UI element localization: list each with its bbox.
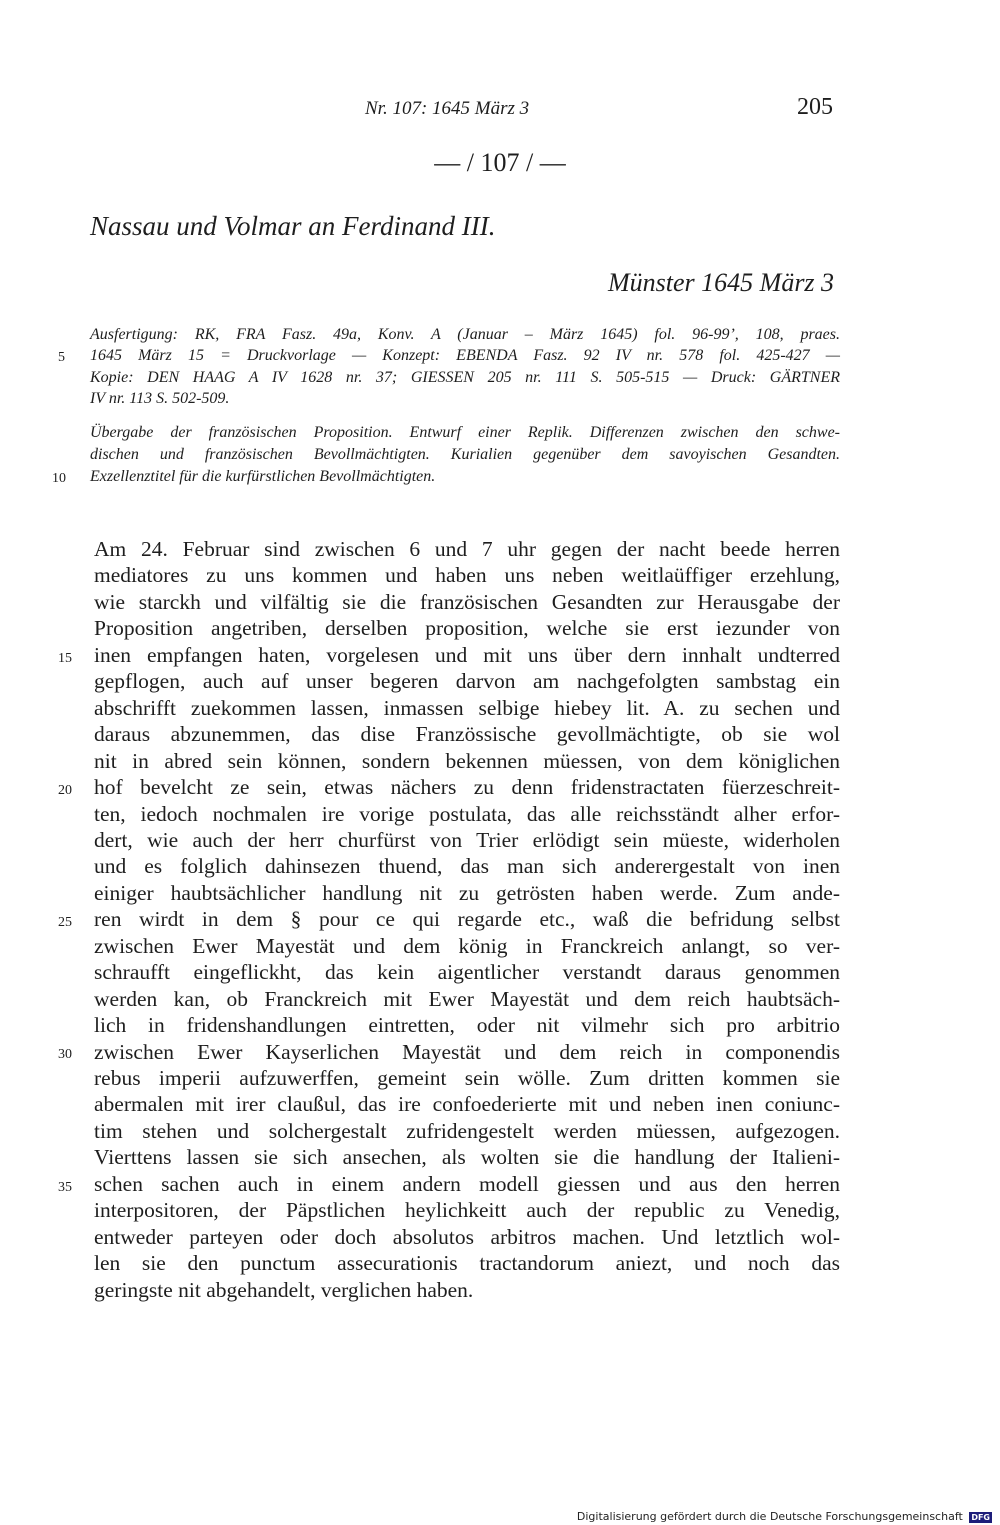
regest-line: Übergabe der französischen Proposition. Entwurf einer Replik. Differenzen zwischen den schwe- <box>90 424 840 441</box>
body-line: gepflogen, auch auf unser begeren darvon am nachgefolgten sambstag ein <box>94 669 840 694</box>
place-date: Münster 1645 März 3 <box>608 268 835 297</box>
funding-note <box>577 1510 992 1523</box>
dfg-logo: DFG <box>971 1512 990 1522</box>
body-line: mediatores zu uns kommen und haben uns neben weitlaüffiger erzehlung, <box>94 563 840 588</box>
body-line: len sie den punctum assecurationis tractandorum aniezt, und noch das <box>94 1251 840 1276</box>
body-line: lich in fridenshandlungen eintretten, oder nit vilmehr sich pro arbitrio <box>94 1013 840 1038</box>
body-line: nit in abred sein können, sondern bekennen müessen, von dem königlichen <box>94 748 840 773</box>
body-line: Proposition angetriben, derselben proposition, welche sie erst iezunder von <box>94 616 840 641</box>
body-line: ten, iedoch nochmalen ire vorige postulata, das alle reichsständt alher erfor- <box>94 801 840 826</box>
line-number: 35 <box>58 1180 72 1195</box>
body-line: interpositoren, der Päpstlichen heylichkeitt auch der republic zu Venedig, <box>94 1198 840 1223</box>
line-number: 20 <box>58 783 72 798</box>
body-line: werden kan, ob Franckreich mit Ewer Mayestät und dem reich haubtsäch- <box>94 986 840 1011</box>
page-number: 205 <box>797 94 833 120</box>
body-line: einiger haubtsächlicher handlung nit zu getrösten haben werde. Zum ande- <box>94 880 840 905</box>
body-line: daraus abzunemmen, das dise Französsische gevollmächtigte, ob sie wol <box>94 722 840 747</box>
funding-text: Digitalisierung gefördert durch die Deutsche Forschungsgemeinschaft <box>576 1510 963 1523</box>
regest-line: dischen und französischen Bevollmächtigten. Kurialien gegenüber dem savoyischen Gesandten. <box>90 446 840 463</box>
body-line: schraufft eingeflickht, das kein aigentlicher verstandt daraus genommen <box>94 960 840 985</box>
body-line: und es folglich dahinsezen thuend, das man sich anderergestalt von inen <box>94 854 840 879</box>
apparatus-line: 1645 März 15 = Druckvorlage — Konzept: EBENDA Fasz. 92 IV nr. 578 fol. 425-427 — <box>90 347 840 364</box>
body-line: hof bevelcht ze sein, etwas nächers zu denn fridenstractaten füerzeschreit- <box>94 775 840 800</box>
line-number: 10 <box>52 471 66 486</box>
body-line: rebus imperii aufzuwerffen, gemeint sein wölle. Zum dritten kommen sie <box>94 1066 840 1090</box>
body-line: zwischen Ewer Mayestät und dem könig in Franckreich anlangt, so ver- <box>94 933 840 958</box>
line-number: 15 <box>58 651 72 666</box>
regest-line: Exzellenztitel für die kurfürstlichen Bevollmächtigten. <box>90 468 436 485</box>
body-line: wie starckh und vilfältig sie die französischen Gesandten zur Herausgabe der <box>94 589 840 614</box>
line-number: 30 <box>58 1047 72 1062</box>
apparatus-line: Ausfertigung: RK, FRA Fasz. 49a, Konv. A (Januar – März 1645) fol. 96-99’, 108, praes. <box>90 326 840 343</box>
body-line: inen empfangen haten, vorgelesen und mit uns über dern innhalt undterred <box>94 642 840 667</box>
body-line: abschrifft zuekommen lassen, inmassen selbige hiebey lit. A. zu sechen und <box>94 695 840 720</box>
body-line: ren wirdt in dem § pour ce qui regarde etc., waß die befridung selbst <box>94 907 840 932</box>
line-number: 5 <box>58 350 65 365</box>
body-line: dert, wie auch der herr churfürst von Trier erlödigt sein müeste, widerholen <box>94 827 840 852</box>
body-line: schen sachen auch in einem andern modell giessen und aus den herren <box>94 1171 840 1196</box>
document-number: — / 107 / — <box>434 148 566 177</box>
body-line: abermalen mit irer claußul, das ire confoederierte mit und neben inen coniunc- <box>94 1092 840 1117</box>
apparatus-line: IV nr. 113 S. 502-509. <box>90 390 230 407</box>
body-line: geringste nit abgehandelt, verglichen haben. <box>94 1277 474 1302</box>
line-number: 25 <box>58 915 72 930</box>
apparatus-line: Kopie: DEN HAAG A IV 1628 nr. 37; GIESSEN 205 nr. 111 S. 505-515 — Druck: GÄRTNER <box>90 369 840 386</box>
running-title: Nr. 107: 1645 März 3 <box>365 98 530 119</box>
body-line: tim stehen und solchergestalt zufridengestelt werden müessen, aufgezogen. <box>94 1118 840 1143</box>
body-line: zwischen Ewer Kayserlichen Mayestät und dem reich in componendis <box>94 1039 840 1064</box>
body-line: Vierttens lassen sie sich ansechen, als wolten sie die handlung der Italieni- <box>94 1145 840 1170</box>
body-line: entweder parteyen oder doch absolutos arbitros machen. Und letztlich wol- <box>94 1224 840 1249</box>
document-title: Nassau und Volmar an Ferdinand III. <box>90 211 496 241</box>
body-line: Am 24. Februar sind zwischen 6 und 7 uhr gegen der nacht beede herren <box>94 537 840 561</box>
